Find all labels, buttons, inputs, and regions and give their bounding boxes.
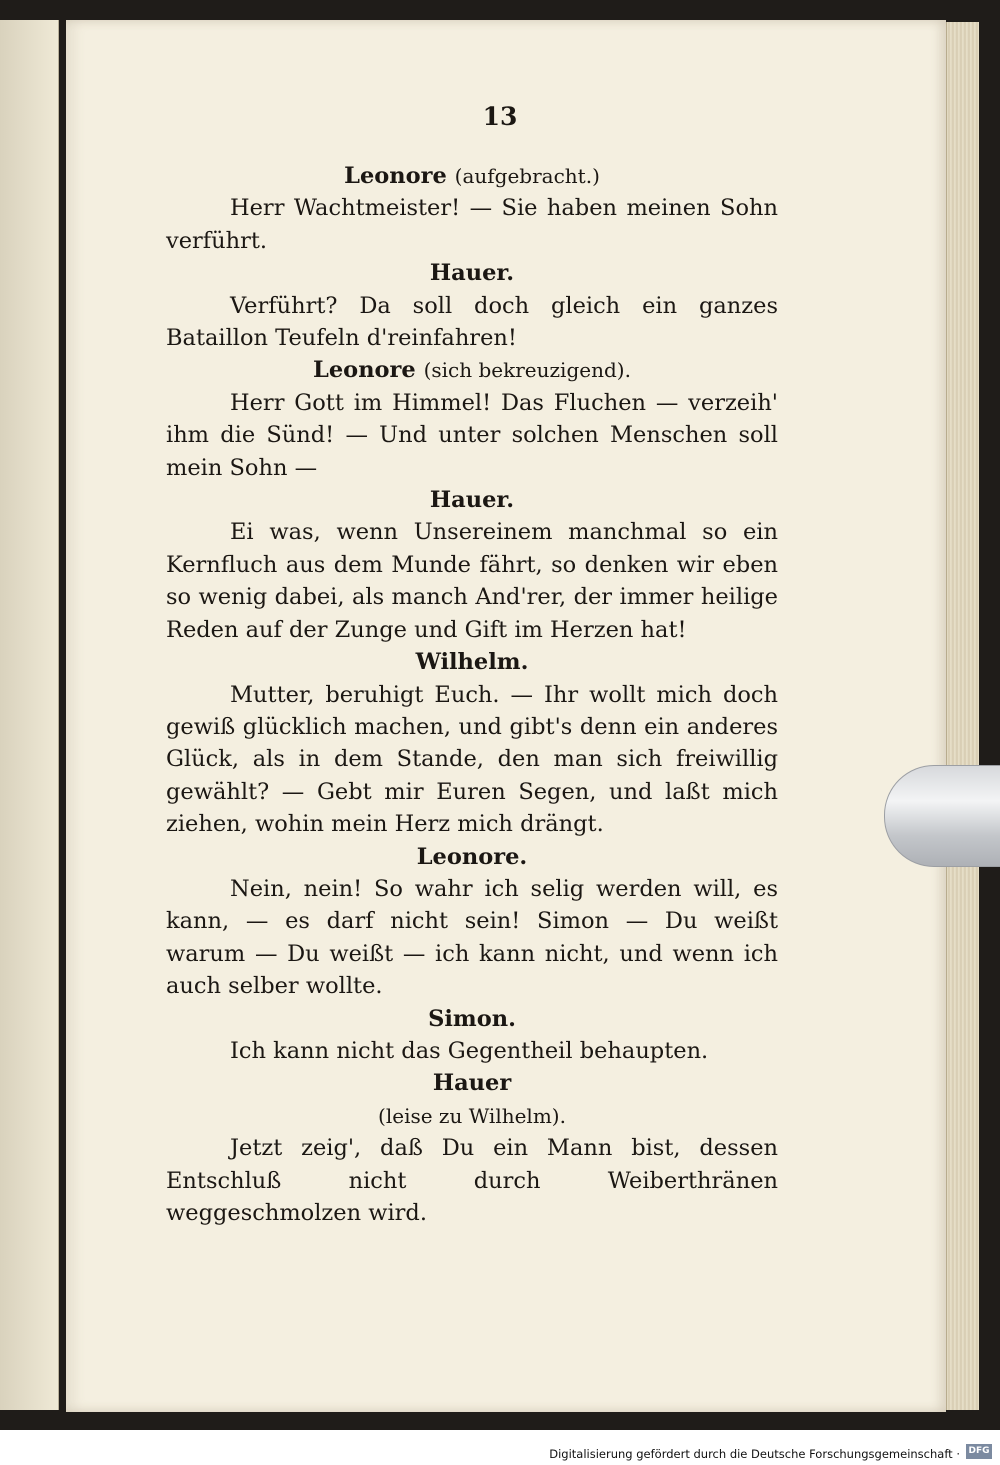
speaker-line bbox=[166, 160, 778, 192]
page-clip bbox=[884, 765, 1000, 867]
speaker-name: Simon. bbox=[428, 1005, 516, 1032]
page-stack-edge bbox=[946, 22, 979, 1410]
stage-direction: (aufgebracht.) bbox=[454, 164, 600, 188]
page-number: 13 bbox=[482, 102, 518, 131]
stage-direction: (sich bekreuzigend). bbox=[423, 358, 631, 383]
dialogue-paragraph: Ich kann nicht das Gegentheil behaupten. bbox=[230, 1037, 709, 1064]
dialogue-paragraph: Herr Wachtmeister! — Sie haben meinen Sohn verführt. bbox=[166, 195, 778, 254]
dialogue-paragraph: Ei was, wenn Unsereinem manchmal so ein Kernfluch aus dem Munde fährt, so denken wir eben so wenig dabei, als manch And'rer, der immer heilige Reden auf der Zunge und Gift im Herzen hat! bbox=[166, 519, 778, 643]
speaker-line bbox=[166, 257, 778, 289]
dfg-logo: DFG bbox=[966, 1444, 992, 1459]
facing-page-edge bbox=[0, 20, 59, 1410]
speaker-line bbox=[166, 1067, 778, 1099]
dialogue-paragraph: Nein, nein! So wahr ich selig werden will, es kann, — es darf nicht sein! Simon — Du weißt warum — Du weißt — ich kann nicht, und wenn ich auch selber wollte. bbox=[166, 875, 778, 1000]
dialogue-paragraph: Mutter, beruhigt Euch. — Ihr wollt mich doch gewiß glücklich machen, und gibt's denn ein anderes Glück, als in dem Stande, den man sich freiwillig gewählt? — Gebt mir Euren Segen, und laßt mich ziehen, wohin mein Herz mich drängt. bbox=[166, 681, 778, 838]
dialogue-paragraph: Herr Gott im Himmel! Das Fluchen — verzeih' ihm die Sünd! — Und unter solchen Menschen soll mein Sohn — bbox=[166, 389, 778, 481]
speaker-name: Leonore bbox=[313, 357, 416, 384]
dialogue-paragraph: Verführt? Da soll doch gleich ein ganzes Bataillon Teufeln d'reinfahren! bbox=[166, 292, 778, 352]
dialogue-paragraph: Jetzt zeig', daß Du ein Mann bist, dessen Entschluß nicht durch Weiberthränen weggeschmolzen wird. bbox=[166, 1135, 778, 1226]
digitization-credit: Digitalisierung gefördert durch die Deutsche Forschungsgemeinschaft · bbox=[549, 1447, 960, 1461]
speaker-line bbox=[166, 484, 778, 516]
speaker-line bbox=[166, 1003, 778, 1035]
speaker-line bbox=[166, 354, 778, 386]
speaker-line bbox=[166, 841, 778, 873]
speaker-name: Wilhelm. bbox=[415, 649, 529, 676]
speaker-name: Leonore bbox=[344, 163, 447, 189]
page-text bbox=[166, 160, 778, 1229]
speaker-name: Hauer. bbox=[429, 260, 515, 287]
speaker-line bbox=[166, 646, 778, 678]
speaker-name: Leonore. bbox=[416, 843, 528, 870]
speaker-name: Hauer. bbox=[429, 487, 515, 514]
stage-direction: (leise zu Wilhelm). bbox=[378, 1103, 566, 1128]
speaker-name: Hauer bbox=[432, 1070, 512, 1097]
